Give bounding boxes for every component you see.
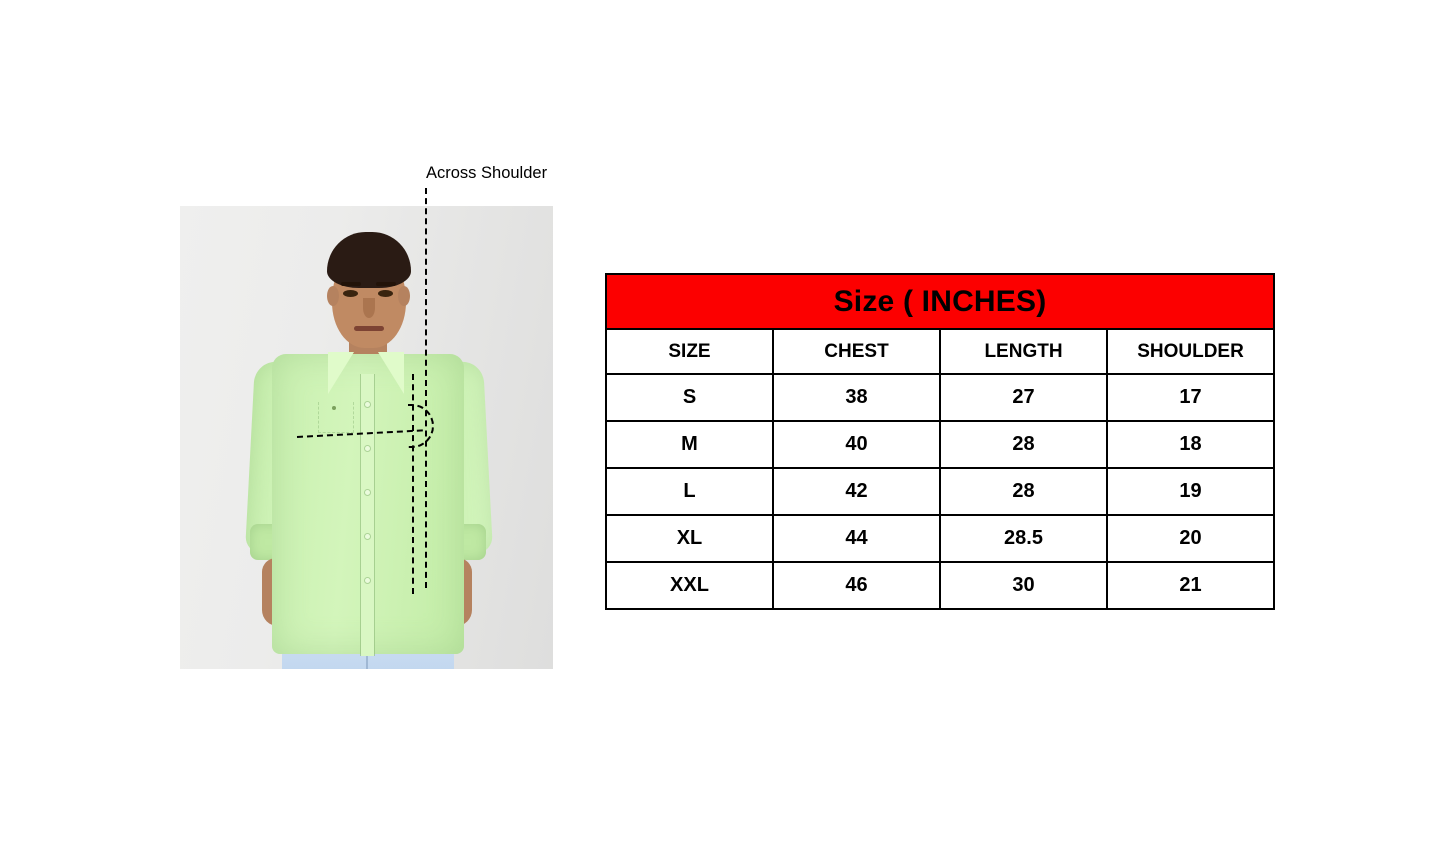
column-header-chest: CHEST <box>773 329 940 374</box>
table-header-row <box>606 329 1274 374</box>
model-hair <box>327 232 411 288</box>
model-ear-left <box>327 286 339 306</box>
table-row <box>606 374 1274 421</box>
column-header-length: LENGTH <box>940 329 1107 374</box>
shirt-button <box>365 534 370 539</box>
cell-size: XXL <box>606 562 773 609</box>
cell-shoulder: 17 <box>1107 374 1274 421</box>
shirt-button <box>365 490 370 495</box>
cell-shoulder: 21 <box>1107 562 1274 609</box>
model-mouth <box>354 326 384 331</box>
cell-length: 28 <box>940 468 1107 515</box>
size-chart-title: Size ( INCHES) <box>606 274 1274 329</box>
cell-shoulder: 19 <box>1107 468 1274 515</box>
cell-length: 27 <box>940 374 1107 421</box>
model-eyebrow-left <box>341 282 361 286</box>
cell-chest: 38 <box>773 374 940 421</box>
column-header-size: SIZE <box>606 329 773 374</box>
table-row <box>606 468 1274 515</box>
cell-shoulder: 18 <box>1107 421 1274 468</box>
cell-chest: 46 <box>773 562 940 609</box>
cell-chest: 42 <box>773 468 940 515</box>
model-nose <box>363 298 375 318</box>
cell-size: M <box>606 421 773 468</box>
cell-chest: 44 <box>773 515 940 562</box>
shirt-pocket <box>318 402 354 433</box>
model-eyebrow-right <box>376 282 396 286</box>
model-illustration <box>180 206 553 669</box>
across-shoulder-label: Across Shoulder <box>426 164 548 182</box>
cell-size: XL <box>606 515 773 562</box>
cell-size: S <box>606 374 773 421</box>
cell-length: 28.5 <box>940 515 1107 562</box>
model-ear-right <box>398 286 410 306</box>
table-row <box>606 562 1274 609</box>
column-header-shoulder: SHOULDER <box>1107 329 1274 374</box>
shirt-button <box>365 446 370 451</box>
product-photo <box>180 206 553 669</box>
shirt-collar-right <box>378 352 404 394</box>
table-row <box>606 515 1274 562</box>
across-shoulder-guide-line <box>425 188 427 588</box>
size-chart-table <box>605 273 1275 610</box>
table-row <box>606 421 1274 468</box>
shirt-placket <box>361 374 374 656</box>
model-eye-left <box>343 290 358 297</box>
cell-length: 28 <box>940 421 1107 468</box>
cell-length: 30 <box>940 562 1107 609</box>
shirt-button <box>365 578 370 583</box>
shirt-button <box>365 402 370 407</box>
cell-shoulder: 20 <box>1107 515 1274 562</box>
cell-chest: 40 <box>773 421 940 468</box>
shirt-pocket-detail <box>332 406 336 410</box>
cell-size: L <box>606 468 773 515</box>
model-eye-right <box>378 290 393 297</box>
shirt-collar-left <box>328 352 354 394</box>
product-photo-panel <box>180 206 553 669</box>
table-title-row <box>606 274 1274 329</box>
